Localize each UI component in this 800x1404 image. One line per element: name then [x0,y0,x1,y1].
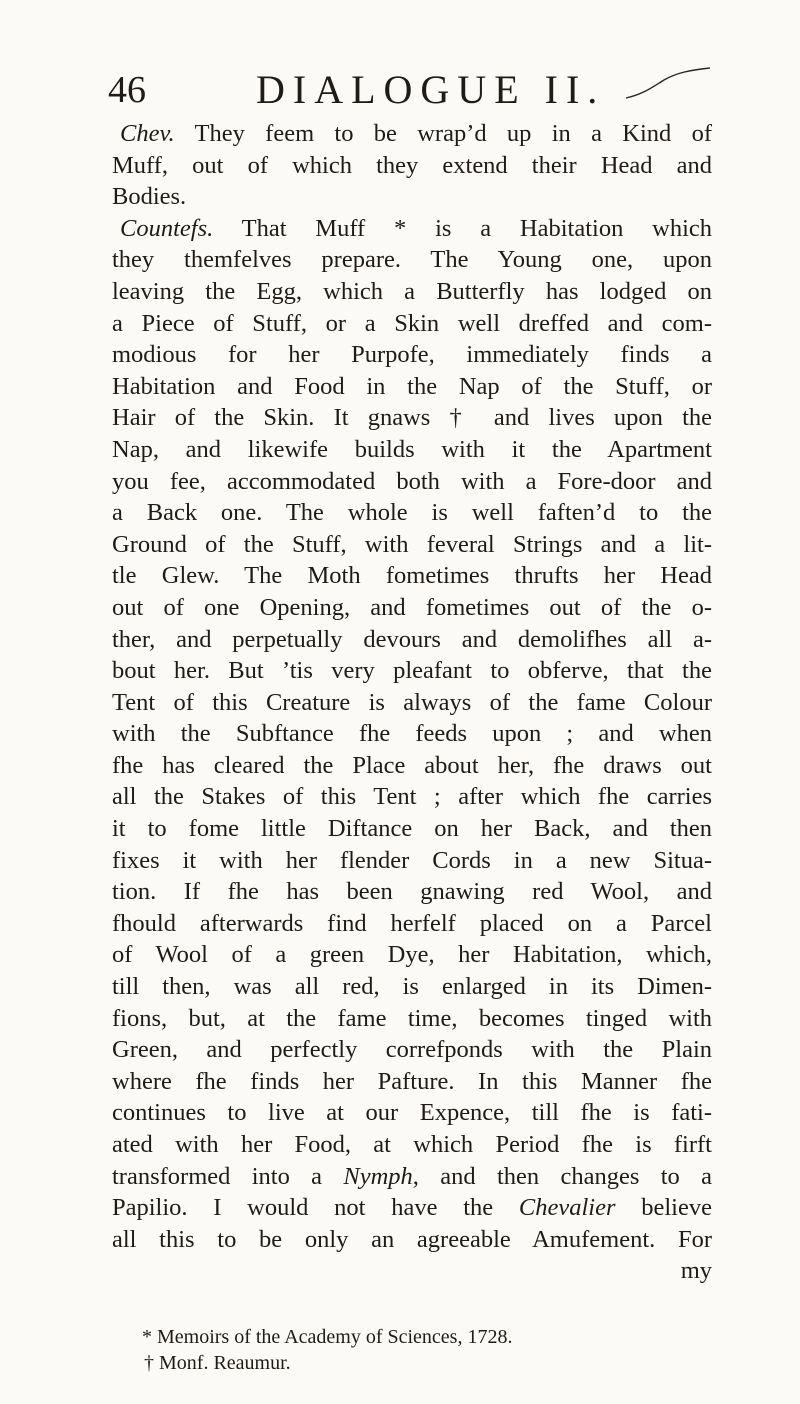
text-run: till then, was all red, is enlarged in its Dimen- [112,973,712,1001]
text-line [112,624,712,656]
text-line [112,434,712,466]
text-line [112,118,712,150]
text-line [112,1034,712,1066]
footnote-reaumur: † Monf. Reaumur. [144,1352,291,1374]
flourish-ornament [624,64,714,104]
text-run: a Piece of Stuff, or a Skin well dreffed and com- [112,309,712,337]
text-run: tion. If fhe has been gnawing red Wool, and [112,878,712,906]
text-run: , and then changes to a [412,1162,712,1190]
text-run: Papilio. I would not have the [112,1194,519,1222]
text-run: Bodies. [112,183,187,211]
text-run: fions, but, at the fame time, becomes tinged with [112,1004,712,1032]
footnotes [142,1324,702,1376]
text-run: Habitation and Food in the Nap of the Stuff, or [112,372,712,400]
text-run: out of one Opening, and fometimes out of the o- [112,593,712,621]
text-line [112,750,712,782]
text-run: That Muff * is a Habitation which [213,214,712,242]
text-run: with the Subftance fhe feeds upon ; and when [112,720,712,748]
text-run: Tent of this Creature is always of the fame Colour [112,688,712,716]
text-run: of Wool of a green Dye, her Habitation, which, [112,941,712,969]
text-run: transformed into a [112,1162,344,1190]
text-line [112,529,712,561]
text-run: ated with her Food, at which Period fhe is firft [112,1131,712,1158]
text-line [112,876,712,908]
page-header [108,58,708,118]
text-line [112,1192,712,1224]
text-line [112,971,712,1003]
text-line [112,1066,712,1098]
italic-text: Countefs. [120,214,214,242]
text-run: you fee, accommodated both with a Fore-door and [112,467,712,495]
text-run: tle Glew. The Moth fometimes thrufts her Head [112,562,712,590]
text-line [112,560,712,592]
text-line [112,781,712,813]
text-line [112,813,712,845]
text-run: leaving the Egg, which a Butterfly has lodged on [112,277,712,305]
text-line [112,845,712,877]
text-line [112,497,712,529]
text-line [112,1224,712,1256]
text-run: a Back one. The whole is well faften’d to the [112,499,712,527]
text-run: all the Stakes of this Tent ; after which fhe carries [112,783,712,811]
text-line [112,181,712,213]
text-run: believe [615,1194,712,1222]
text-run: they themfelves prepare. The Young one, upon [112,246,712,274]
text-run: Muff, out of which they extend their Head and [112,151,712,179]
text-line [112,466,712,498]
text-line [112,1129,712,1161]
text-line [112,150,712,182]
italic-text: Nymph [343,1162,413,1190]
body-text [112,118,712,1287]
text-line [112,718,712,750]
italic-text: Chev. [120,120,175,147]
italic-text: Chevalier [518,1194,616,1222]
text-run: fixes it with her flender Cords in a new Situa- [112,846,712,874]
text-run: it to fome little Diftance on her Back, and then [112,815,712,843]
text-run: fhould afterwards find herfelf placed on a Parcel [112,909,712,937]
text-run: Green, and perfectly correfponds with the Plain [112,1036,712,1064]
text-line [112,213,712,245]
text-run: ther, and perpetually devours and demolifhes all a- [112,625,712,653]
text-run: bout her. But ’tis very pleafant to obferve, that the [112,657,712,685]
text-run: my [680,1257,712,1285]
text-run: fhe has cleared the Place about her, fhe draws out [112,751,712,779]
running-head: DIALOGUE II. [256,67,606,112]
text-run: where fhe finds her Pafture. In this Manner fhe [112,1067,712,1095]
text-line [112,402,712,434]
text-line [112,371,712,403]
text-line [112,939,712,971]
text-run: They feem to be wrap’d up in a Kind of [174,120,712,147]
footnote-memoirs: * Memoirs of the Academy of Sciences, 1728. [142,1326,513,1348]
text-line [112,339,712,371]
text-line [112,1003,712,1035]
text-run: Nap, and likewife builds with it the Apartment [112,435,712,463]
text-line [112,1097,712,1129]
text-run: all this to be only an agreeable Amufement. For [112,1225,712,1253]
text-run: modious for her Purpofe, immediately finds a [112,341,712,369]
page-number: 46 [108,69,146,111]
text-line [112,308,712,340]
text-line [112,655,712,687]
text-run: Hair of the Skin. It gnaws † and lives upon the [112,404,712,432]
text-run: Ground of the Stuff, with feveral Strings and a lit- [112,530,712,558]
text-line [112,276,712,308]
text-run: continues to live at our Expence, till fhe is fati- [112,1099,712,1127]
text-line [112,908,712,940]
text-line [112,687,712,719]
text-line [112,1255,712,1287]
text-line [112,1161,712,1193]
text-line [112,244,712,276]
text-line [112,592,712,624]
